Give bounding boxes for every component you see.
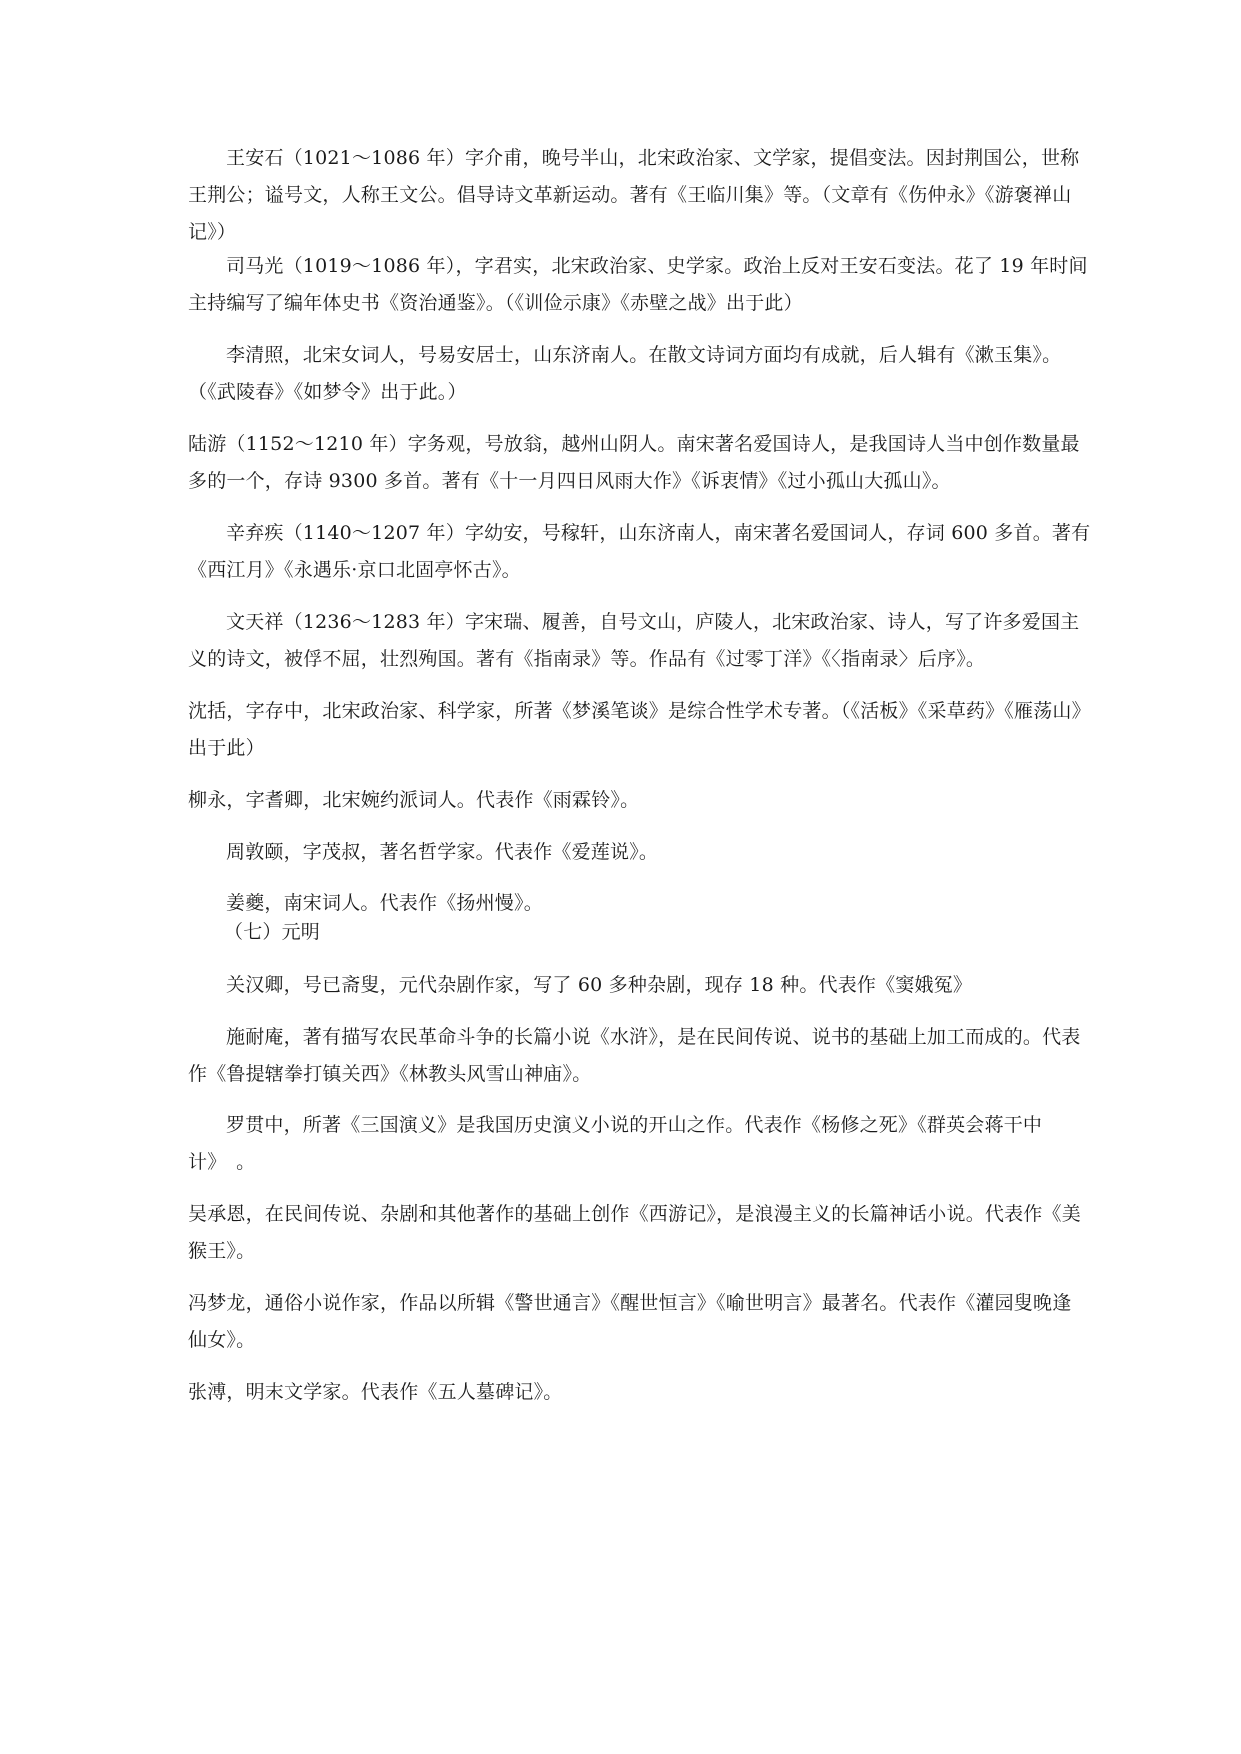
text-line: 姜夔，南宋词人。代表作《扬州慢》。 bbox=[226, 892, 543, 914]
text-line: 主持编写了编年体史书《资治通鉴》。（《训俭示康》《赤壁之战》出于此） bbox=[188, 292, 803, 314]
paragraph-sima-guang bbox=[188, 248, 1088, 322]
text-line: 施耐庵，著有描写农民革命斗争的长篇小说《水浒》，是在民间传说、说书的基础上加工而成的。代表 bbox=[226, 1026, 1081, 1048]
section-heading-yuan-ming bbox=[224, 914, 1092, 951]
text-line: 王安石（1021～1086 年）字介甫，晚号半山，北宋政治家、文学家，提倡变法。因封荆国公，世称 bbox=[226, 147, 1080, 169]
paragraph-wu-chengen bbox=[188, 1196, 1081, 1270]
paragraph-lu-you bbox=[188, 426, 1080, 500]
text-line: 计》 。 bbox=[188, 1151, 256, 1173]
text-line: （《武陵春》《如梦令》出于此。） bbox=[188, 381, 467, 403]
paragraph-shen-kuo bbox=[188, 693, 1091, 767]
paragraph-wang-anshi bbox=[188, 140, 1080, 251]
text-line: 陆游（1152～1210 年）字务观，号放翁，越州山阴人。南宋著名爱国诗人，是我国诗人当中创作数量最 bbox=[188, 433, 1080, 455]
paragraph-shi-naian bbox=[188, 1019, 1081, 1093]
paragraph-zhang-pu bbox=[188, 1374, 1056, 1411]
text-line: 周敦颐，字茂叔，著名哲学家。代表作《爱莲说》。 bbox=[226, 841, 659, 863]
paragraph-luo-guanzhong bbox=[188, 1107, 1056, 1181]
text-line: 记》） bbox=[188, 221, 237, 243]
text-line: 出于此） bbox=[188, 737, 265, 759]
text-line: 猴王》。 bbox=[188, 1240, 256, 1262]
text-line: 《西江月》《永遇乐·京口北固亭怀古》。 bbox=[188, 559, 521, 581]
paragraph-zhou-dunyi bbox=[188, 834, 1056, 871]
paragraph-guan-hanqing bbox=[188, 967, 1056, 1004]
text-line: 仙女》。 bbox=[188, 1329, 256, 1351]
text-line: 罗贯中，所著《三国演义》是我国历史演义小说的开山之作。代表作《杨修之死》《群英会蒋干中 bbox=[226, 1114, 1043, 1136]
text-line: 义的诗文，被俘不屈，壮烈殉国。著有《指南录》等。作品有《过零丁洋》《〈指南录〉后序》。 bbox=[188, 648, 986, 670]
text-line: 辛弃疾（1140～1207 年）字幼安，号稼轩，山东济南人，南宋著名爱国词人，存词 600 多首。著有 bbox=[226, 522, 1091, 544]
text-line: 沈括，字存中，北宋政治家、科学家，所著《梦溪笔谈》是综合性学术专著。（《活板》《采草药》《雁荡山》 bbox=[188, 700, 1091, 722]
text-line: 吴承恩，在民间传说、杂剧和其他著作的基础上创作《西游记》，是浪漫主义的长篇神话小说。代表作《美 bbox=[188, 1203, 1081, 1225]
text-line: 李清照，北宋女词人，号易安居士，山东济南人。在散文诗词方面均有成就，后人辑有《漱玉集》。 bbox=[226, 344, 1062, 366]
section-heading-text: （七）元明 bbox=[224, 921, 321, 943]
paragraph-li-qingzhao bbox=[188, 337, 1062, 411]
text-line: 关汉卿，号已斋叟，元代杂剧作家，写了 60 多种杂剧，现存 18 种。代表作《窦娥冤》 bbox=[226, 974, 973, 996]
text-line: 司马光（1019～1086 年），字君实，北宋政治家、史学家。政治上反对王安石变法。花了 19 年时间 bbox=[226, 255, 1088, 277]
text-line: 作《鲁提辖拳打镇关西》《林教头风雪山神庙》。 bbox=[188, 1063, 592, 1085]
text-line: 多的一个，存诗 9300 多首。著有《十一月四日风雨大作》《诉衷情》《过小孤山大孤山》。 bbox=[188, 470, 951, 492]
text-line: 文天祥（1236～1283 年）字宋瑞、履善，自号文山，庐陵人，北宋政治家、诗人，写了许多爱国主 bbox=[226, 611, 1080, 633]
paragraph-liu-yong bbox=[188, 782, 1056, 819]
paragraph-xin-qiji bbox=[188, 515, 1091, 589]
paragraph-feng-menglong bbox=[188, 1285, 1072, 1359]
text-line: 柳永，字耆卿，北宋婉约派词人。代表作《雨霖铃》。 bbox=[188, 789, 640, 811]
text-line: 王荆公；谥号文，人称王文公。倡导诗文革新运动。著有《王临川集》等。（文章有《伤仲永》《游褒禅山 bbox=[188, 184, 1072, 206]
text-line: 张溥，明末文学家。代表作《五人墓碑记》。 bbox=[188, 1381, 563, 1403]
text-line: 冯梦龙，通俗小说作家，作品以所辑《警世通言》《醒世恒言》《喻世明言》最著名。代表作《灌园叟晚逢 bbox=[188, 1292, 1072, 1314]
paragraph-wen-tianxiang bbox=[188, 604, 1080, 678]
